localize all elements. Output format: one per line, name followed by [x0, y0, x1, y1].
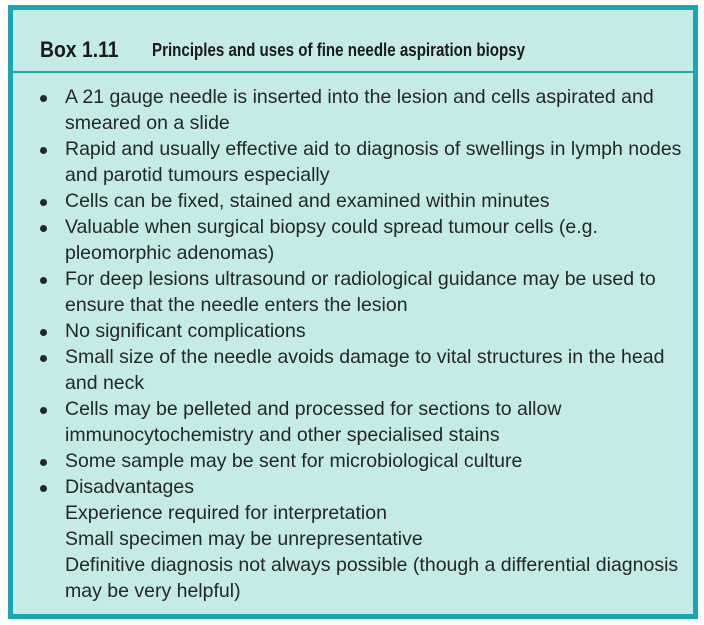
bullet-icon	[40, 459, 47, 466]
bullet-icon	[40, 355, 47, 362]
box-title: Principles and uses of fine needle aspiration biopsy	[152, 40, 526, 60]
list-item-text: No significant complications	[65, 320, 306, 342]
list-item-text: A 21 gauge needle is inserted into the lesion and cells aspirated and smeared on a slide	[65, 86, 654, 134]
info-box	[8, 5, 698, 619]
bullet-icon	[40, 485, 47, 492]
list-item-text: Cells may be pelleted and processed for sections to allow immunocytochemistry and other specialised stains	[65, 398, 562, 446]
bullet-icon	[40, 329, 47, 336]
list-item	[13, 84, 693, 136]
list-item-disadvantages	[13, 474, 693, 500]
disadvantage-item: Definitive diagnosis not always possible (though a differential diagnosis may be very helpful)	[65, 554, 679, 602]
list-item-text: Small size of the needle avoids damage to vital structures in the head and neck	[65, 346, 665, 394]
list-item	[13, 448, 693, 474]
bullet-icon	[40, 225, 47, 232]
list-item	[13, 188, 693, 214]
list-item	[13, 344, 693, 396]
bullet-list	[13, 84, 693, 604]
bullet-icon	[40, 199, 47, 206]
list-item	[13, 214, 693, 266]
list-item	[13, 266, 693, 318]
bullet-icon	[40, 95, 47, 102]
disadvantage-item: Experience required for interpretation	[65, 502, 387, 524]
bullet-icon	[40, 407, 47, 414]
list-item-text: Valuable when surgical biopsy could spread tumour cells (e.g. pleomorphic adenomas)	[65, 216, 598, 264]
list-item-text: Some sample may be sent for microbiological culture	[65, 450, 523, 472]
list-item-text: Rapid and usually effective aid to diagnosis of swellings in lymph nodes and parotid tumours especially	[65, 138, 682, 186]
list-item-text: Disadvantages	[65, 476, 194, 498]
list-item-text: Cells can be fixed, stained and examined within minutes	[65, 190, 550, 212]
bullet-icon	[40, 277, 47, 284]
list-item-text: For deep lesions ultrasound or radiological guidance may be used to ensure that the needle enters the lesion	[65, 268, 656, 316]
list-item	[13, 396, 693, 448]
bullet-icon	[40, 147, 47, 154]
list-item	[13, 136, 693, 188]
disadvantage-item: Small specimen may be unrepresentative	[65, 528, 423, 550]
box-number: Box 1.11	[40, 37, 119, 62]
list-item	[13, 318, 693, 344]
box-header	[13, 10, 693, 73]
